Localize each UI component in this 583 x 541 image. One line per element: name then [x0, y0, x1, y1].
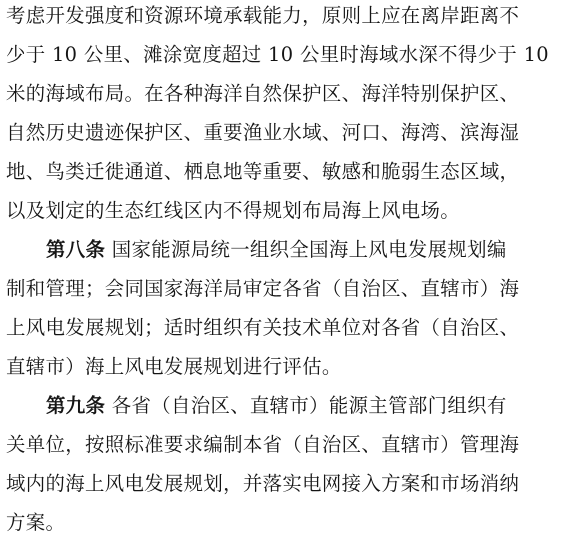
- paragraph-line: 地、鸟类迁徙通道、栖息地等重要、敏感和脆弱生态区域，: [6, 160, 520, 183]
- article-8-text: 国家能源局统一组织全国海上风电发展规划编: [105, 238, 507, 261]
- paragraph-line: 考虑开发强度和资源环境承载能力，原则上应在离岸距离不: [6, 4, 520, 27]
- paragraph-line: 方案。: [6, 511, 66, 534]
- article-9-first-line: [46, 394, 507, 418]
- paragraph-line: 关单位，按照标准要求编制本省（自治区、直辖市）管理海: [6, 433, 520, 456]
- paragraph-line: 以及划定的生态红线区内不得规划布局海上风电场。: [6, 199, 461, 222]
- article-9-heading: 第九条: [46, 394, 106, 417]
- paragraph-line: 自然历史遗迹保护区、重要渔业水域、河口、海湾、滨海湿: [6, 121, 520, 144]
- paragraph-line: 域内的海上风电发展规划，并落实电网接入方案和市场消纳: [6, 472, 520, 495]
- paragraph-line: 直辖市）海上风电发展规划进行评估。: [6, 355, 342, 378]
- paragraph-line: 制和管理；会同国家海洋局审定各省（自治区、直辖市）海: [6, 277, 520, 300]
- article-9-text: 各省（自治区、直辖市）能源主管部门组织有: [105, 394, 507, 417]
- paragraph-line: 米的海域布局。在各种海洋自然保护区、海洋特别保护区、: [6, 82, 520, 105]
- article-8-first-line: [46, 238, 507, 262]
- paragraph-line: 上风电发展规划；适时组织有关技术单位对各省（自治区、: [6, 316, 520, 339]
- article-8-heading: 第八条: [46, 238, 106, 261]
- paragraph-line: 少于 10 公里、滩涂宽度超过 10 公里时海域水深不得少于 10: [6, 43, 549, 66]
